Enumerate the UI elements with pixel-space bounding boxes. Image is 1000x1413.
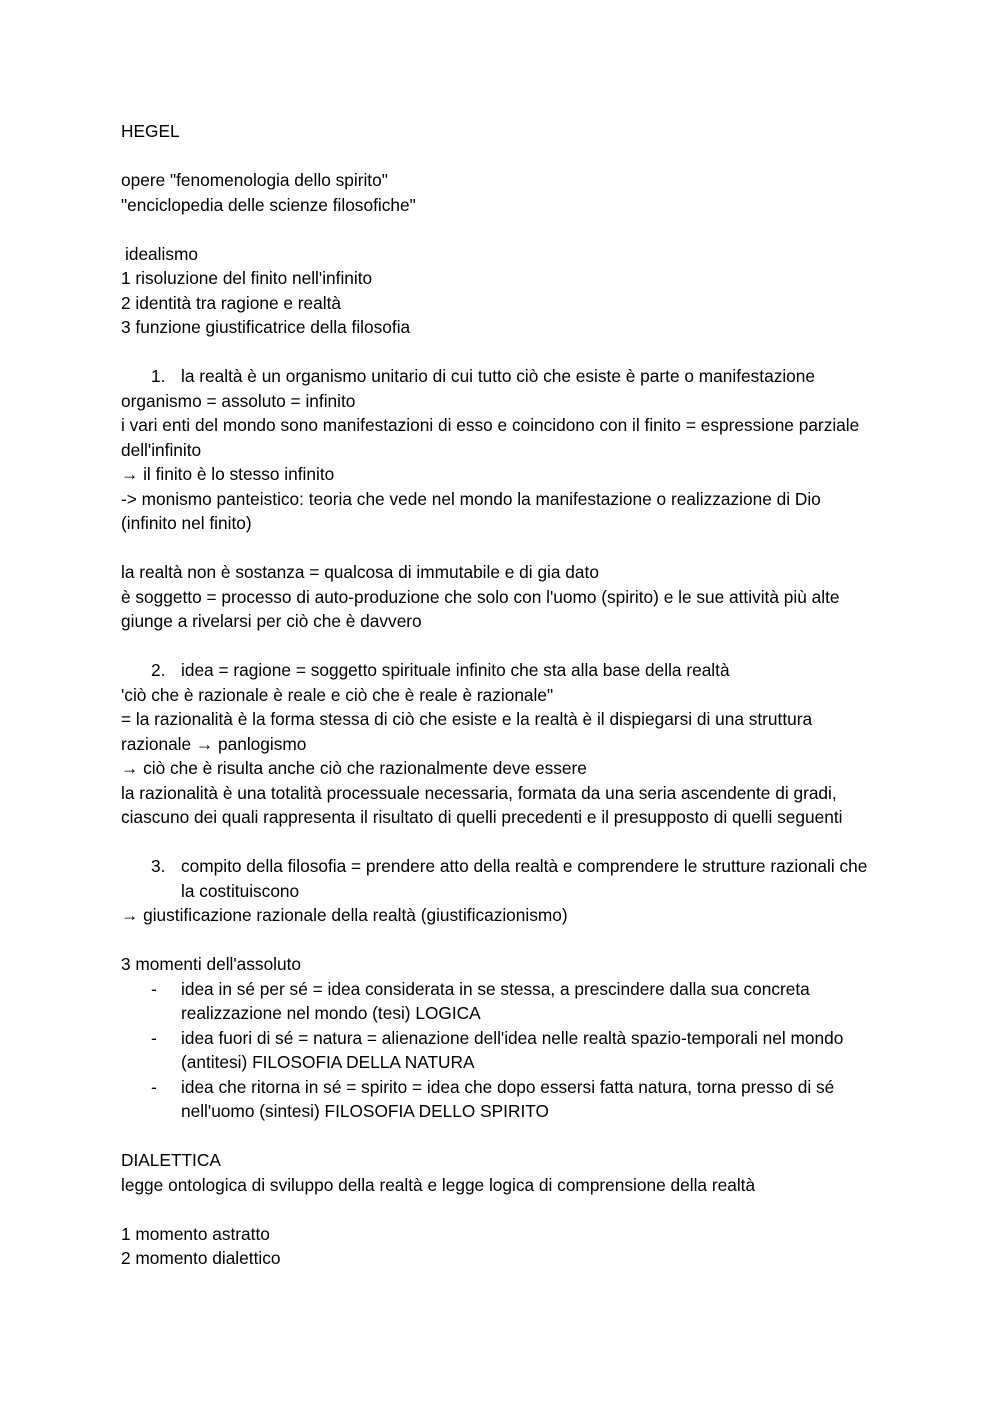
dash-marker: - bbox=[151, 1076, 157, 1097]
dash-marker: - bbox=[151, 1027, 157, 1048]
list-marker: 1. bbox=[151, 366, 166, 386]
numbered-item-2 bbox=[121, 658, 881, 683]
paragraph-line: la razionalità è una totalità processuale necessaria, formata da una seria ascendente di gradi, ciascuno dei quali rappresenta il risultato di quelli precedenti e il presupposto di quelli seguenti bbox=[121, 782, 843, 827]
numbered-item-text: la realtà è un organismo unitario di cui tutto ciò che esiste è parte o manifestazione bbox=[181, 366, 816, 386]
dialettica-point-1: 1 momento astratto bbox=[121, 1223, 270, 1244]
paragraph-line: la realtà non è sostanza = qualcosa di immutabile e di gia dato bbox=[121, 562, 599, 582]
dialettica-heading: DIALETTICA bbox=[121, 1150, 221, 1170]
idealismo-point-2: 2 identità tra ragione e realtà bbox=[121, 292, 341, 313]
dash-item-text: idea in sé per sé = idea considerata in se stessa, a prescindere dalla sua concreta realizzazione nel mondo (tesi) LOGICA bbox=[181, 978, 810, 1023]
dialettica-point-2: 2 momento dialettico bbox=[121, 1248, 281, 1268]
dialettica-definition: legge ontologica di sviluppo della realtà e legge logica di comprensione della realtà bbox=[121, 1174, 756, 1195]
idealismo-heading: idealismo bbox=[125, 243, 198, 264]
paragraph-line: → giustificazione razionale della realtà (giustificazionismo) bbox=[121, 905, 568, 925]
momenti-heading: 3 momenti dell'assoluto bbox=[121, 954, 302, 974]
paragraph-line: -> monismo panteistico: teoria che vede nel mondo la manifestazione o realizzazione di Dio (infinito nel finito) bbox=[121, 488, 821, 533]
dash-marker: - bbox=[151, 978, 157, 999]
list-marker: 3. bbox=[151, 856, 166, 876]
numbered-item-3 bbox=[121, 854, 881, 903]
document-page bbox=[121, 119, 881, 1271]
paragraph-line: 'ciò che è razionale è reale e ciò che è reale è razionale" bbox=[121, 684, 554, 705]
document-title: HEGEL bbox=[121, 121, 180, 141]
dash-item-3 bbox=[121, 1075, 881, 1124]
list-marker: 2. bbox=[151, 660, 166, 680]
idealismo-point-1: 1 risoluzione del finito nell'infinito bbox=[121, 268, 373, 288]
dash-item-text: idea che ritorna in sé = spirito = idea che dopo essersi fatta natura, torna presso di sé nell'uomo (sintesi) FILOSOFIA DELLO SPIRITO bbox=[181, 1076, 835, 1121]
dash-item-1 bbox=[121, 977, 881, 1026]
numbered-item-text: idea = ragione = soggetto spirituale infinito che sta alla base della realtà bbox=[181, 660, 730, 680]
numbered-item-text: compito della filosofia = prendere atto della realtà e comprendere le strutture razionali che la costituiscono bbox=[181, 856, 868, 901]
paragraph-line: organismo = assoluto = infinito bbox=[121, 390, 356, 411]
paragraph-line: → ciò che è risulta anche ciò che razionalmente deve essere bbox=[121, 758, 587, 778]
dash-item-2 bbox=[121, 1026, 881, 1075]
paragraph-line: → il finito è lo stesso infinito bbox=[121, 464, 335, 484]
opere-line-1: opere "fenomenologia dello spirito" bbox=[121, 170, 388, 190]
opere-line-2: "enciclopedia delle scienze filosofiche" bbox=[121, 194, 416, 215]
paragraph-line: è soggetto = processo di auto-produzione che solo con l'uomo (spirito) e le sue attività più alte giunge a rivelarsi per ciò che è davvero bbox=[121, 586, 840, 631]
dash-item-text: idea fuori di sé = natura = alienazione dell'idea nelle realtà spazio-temporali nel mondo (antitesi) FILOSOFIA DELLA NATURA bbox=[181, 1027, 844, 1072]
paragraph-line: = la razionalità è la forma stessa di ciò che esiste e la realtà è il dispiegarsi di una struttura razionale → panlogismo bbox=[121, 709, 813, 754]
numbered-item-1 bbox=[121, 364, 881, 389]
idealismo-point-3: 3 funzione giustificatrice della filosofia bbox=[121, 317, 411, 337]
paragraph-line: i vari enti del mondo sono manifestazioni di esso e coincidono con il finito = espressione parziale dell'infinito bbox=[121, 415, 860, 460]
